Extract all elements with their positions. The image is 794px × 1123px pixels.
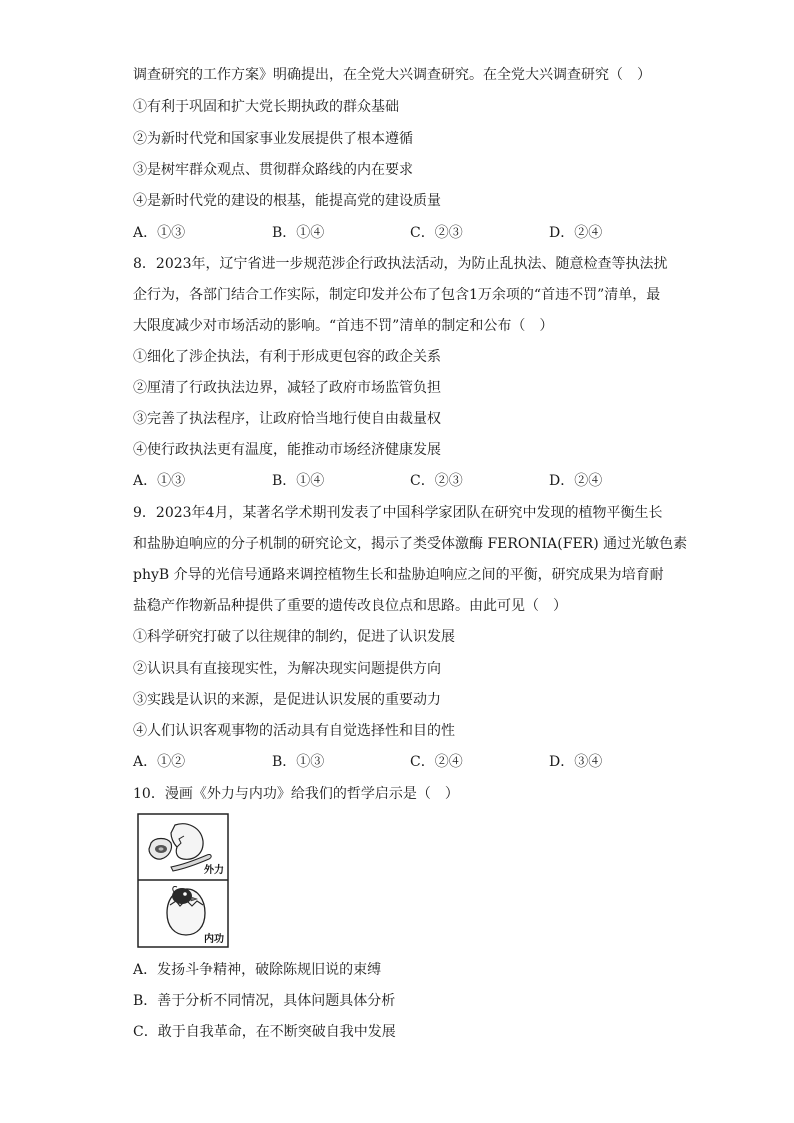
q7-statement-1: ①有利于巩固和扩大党长期执政的群众基础 — [133, 99, 399, 115]
q8-options — [133, 472, 663, 490]
q9-statement-3: ③实践是认识的来源，是促进认识发展的重要动力 — [133, 692, 441, 708]
q7-statement-3: ③是树牢群众观点、贯彻群众路线的内在要求 — [133, 162, 413, 178]
q9-statement-2: ②认识具有直接现实性，为解决现实问题提供方向 — [133, 661, 441, 677]
comic-figure — [137, 813, 229, 948]
q8-option-c[interactable]: C．②③ — [410, 473, 463, 489]
q9-option-d[interactable]: D．③④ — [549, 754, 603, 770]
q9-option-c[interactable]: C．②④ — [410, 754, 463, 770]
q8-stem-line-2: 企行为，各部门结合工作实际，制定印发并公布了包含1万余项的“首违不罚”清单，最 — [133, 287, 661, 303]
q8-statement-1: ①细化了涉企执法，有利于形成更包容的政企关系 — [133, 349, 441, 365]
q10-option-b[interactable]: B．善于分析不同情况，具体问题具体分析 — [133, 993, 396, 1009]
q8-statement-3: ③完善了执法程序，让政府恰当地行使自由裁量权 — [133, 411, 441, 427]
q7-statement-2: ②为新时代党和国家事业发展提供了根本遵循 — [133, 131, 413, 147]
comic-label-top: 外力 — [204, 865, 224, 876]
q9-stem-line-3: phyB 介导的光信号通路来调控植物生长和盐胁迫响应之间的平衡，研究成果为培育耐 — [133, 567, 664, 583]
q7-option-d[interactable]: D．②④ — [549, 225, 603, 241]
q10-option-c[interactable]: C．敢于自我革命，在不断突破自我中发展 — [133, 1024, 396, 1040]
q9-statement-4: ④人们认识客观事物的活动具有自觉选择性和目的性 — [133, 723, 455, 739]
q8-stem-line-1: 8．2023年，辽宁省进一步规范涉企行政执法活动，为防止乱执法、随意检查等执法扰 — [133, 256, 668, 272]
q8-statement-2: ②厘清了行政执法边界，减轻了政府市场监管负担 — [133, 380, 441, 396]
q8-stem-line-3: 大限度减少对市场活动的影响。“首违不罚”清单的制定和公布（ ） — [133, 318, 554, 334]
q7-option-b[interactable]: B．①④ — [272, 225, 325, 241]
q7-option-a[interactable]: A．①③ — [133, 225, 186, 241]
q10-option-a[interactable]: A．发扬斗争精神，破除陈规旧说的束缚 — [133, 962, 382, 978]
comic-label-bottom: 内功 — [204, 934, 224, 945]
q9-stem-line-4: 盐稳产作物新品种提供了重要的遗传改良位点和思路。由此可见（ ） — [133, 598, 567, 614]
q9-option-b[interactable]: B．①③ — [272, 754, 325, 770]
q7-statement-4: ④是新时代党的建设的根基，能提高党的建设质量 — [133, 193, 441, 209]
q8-option-a[interactable]: A．①③ — [133, 473, 186, 489]
q9-option-a[interactable]: A．①② — [133, 754, 186, 770]
q7-option-c[interactable]: C．②③ — [410, 225, 463, 241]
q9-stem-line-2: 和盐胁迫响应的分子机制的研究论文，揭示了类受体激酶 FERONIA(FER) 通过光敏色素 — [133, 536, 688, 552]
q9-options — [133, 753, 663, 771]
q7-options — [133, 224, 663, 242]
q8-option-b[interactable]: B．①④ — [272, 473, 325, 489]
q8-statement-4: ④使行政执法更有温度，能推动市场经济健康发展 — [133, 442, 441, 458]
q7-stem: 调查研究的工作方案》明确提出，在全党大兴调查研究。在全党大兴调查研究（ ） — [133, 67, 651, 83]
q9-stem-line-1: 9．2023年4月，某著名学术期刊发表了中国科学家团队在研究中发现的植物平衡生长 — [133, 505, 663, 521]
q9-statement-1: ①科学研究打破了以往规律的制约，促进了认识发展 — [133, 629, 455, 645]
q8-option-d[interactable]: D．②④ — [549, 473, 603, 489]
q10-stem: 10．漫画《外力与内功》给我们的哲学启示是（ ） — [133, 786, 459, 802]
